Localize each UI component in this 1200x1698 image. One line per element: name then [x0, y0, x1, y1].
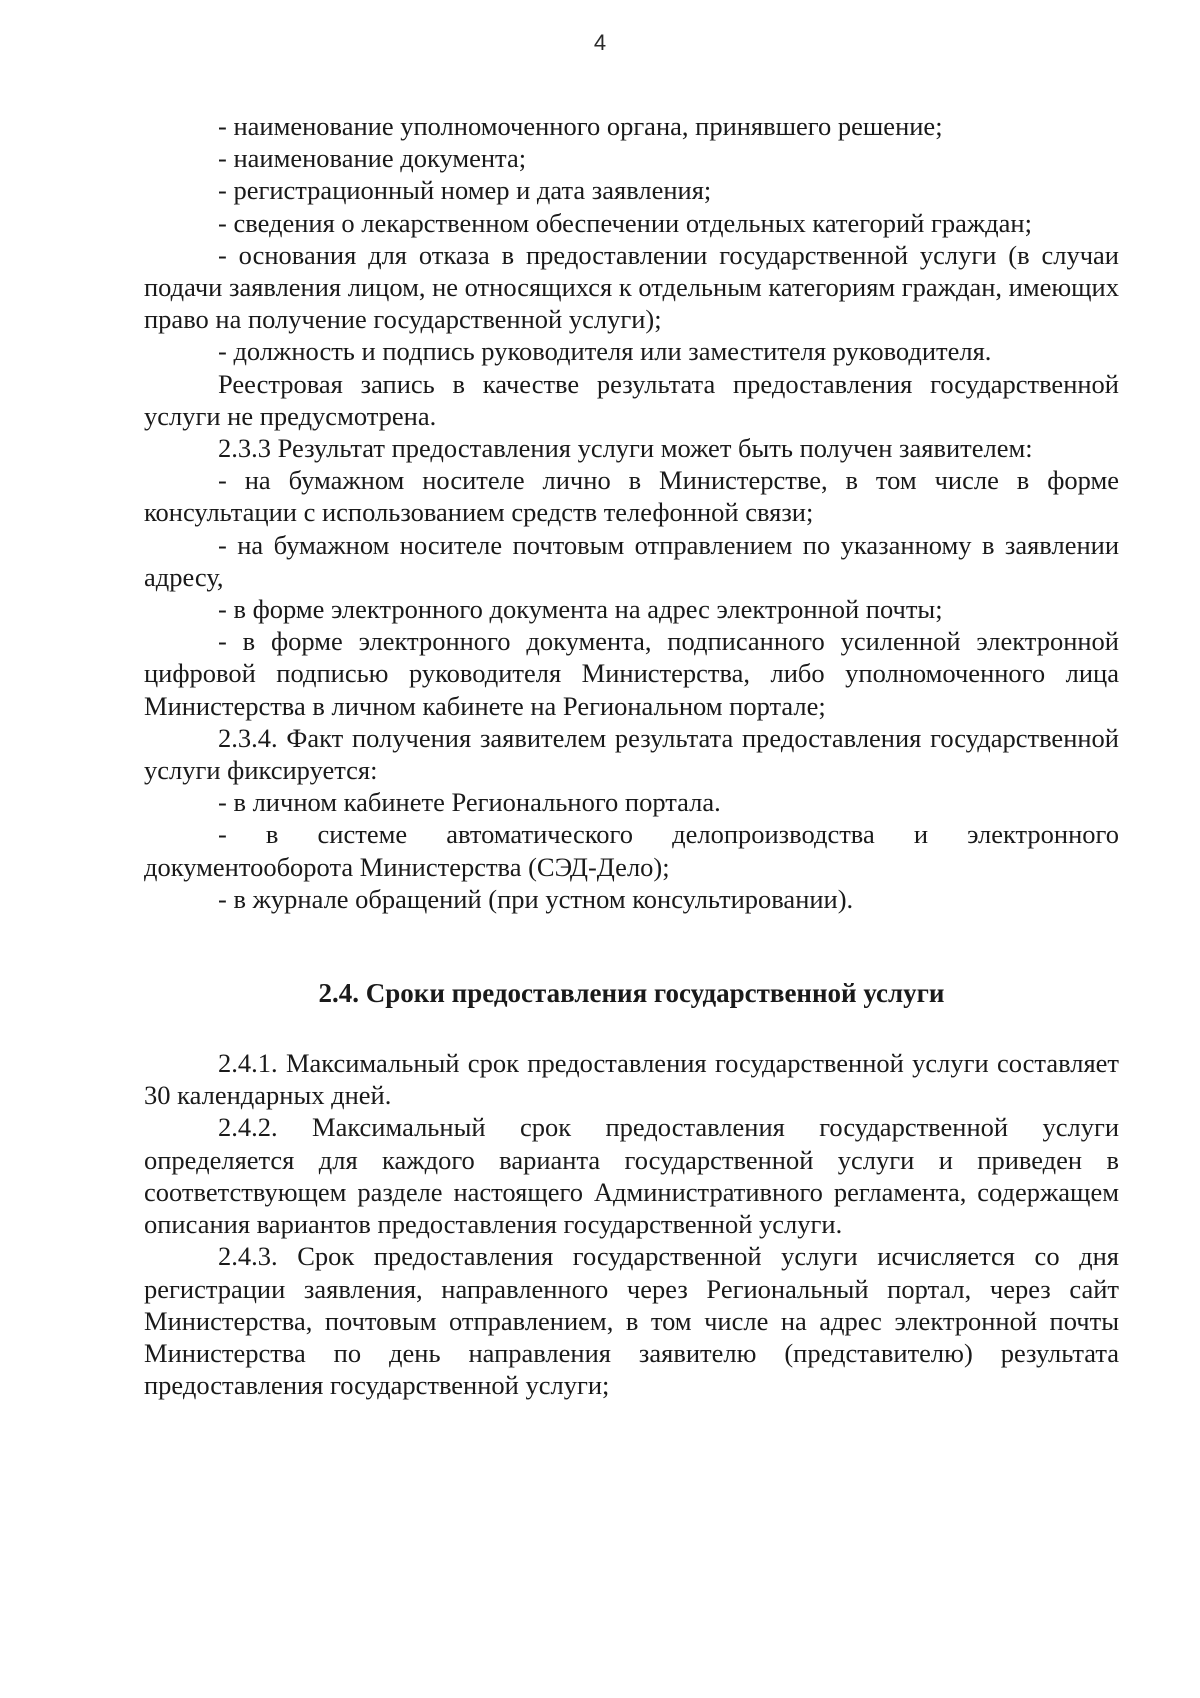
- page-number: 4: [593, 30, 607, 55]
- paragraph-2-3-4: 2.3.4. Факт получения заявителем результата предоставления государственной услуги фиксируется:: [144, 722, 1119, 786]
- list-item-appeals-journal: - в журнале обращений (при устном консультировании).: [218, 883, 854, 914]
- paragraph-2-4-1: 2.4.1. Максимальный срок предоставления государственной услуги составляет 30 календарных дней.: [144, 1048, 1119, 1111]
- list-item-signature: - должность и подпись руководителя или заместителя руководителя.: [218, 336, 992, 367]
- list-item-paper-in-person: - на бумажном носителе лично в Министерстве, в том числе в форме консультации с использованием средств телефонной связи;: [144, 465, 1119, 528]
- paragraph-2-4-3: 2.4.3. Срок предоставления государственной услуги исчисляется со дня регистрации заявления, направленного через Региональный портал, через сайт Министерства, почтовым отправлением, в том числе на адрес электронной почты Министерства по день направления заявителю (представителю) результата предоставления государственной услуги;: [144, 1241, 1119, 1401]
- list-item-paper-by-mail: - на бумажном носителе почтовым отправлением по указанному в заявлении адресу,: [144, 529, 1119, 592]
- list-item-email: - в форме электронного документа на адрес электронной почты;: [218, 594, 943, 625]
- list-item-personal-cabinet: - в личном кабинете Регионального портала.: [218, 787, 721, 818]
- list-item-sed-delo: - в системе автоматического делопроизводства и электронного документооборота Министерства (СЭД-Дело);: [144, 819, 1119, 882]
- document-body: [144, 110, 1119, 1401]
- list-item-document-name: - наименование документа;: [218, 143, 527, 174]
- paragraph-registry-entry: Реестровая запись в качестве результата предоставления государственной услуги не предусмотрена.: [144, 368, 1119, 431]
- paragraph-2-4-2: 2.4.2. Максимальный срок предоставления государственной услуги определяется для каждого варианта государственной услуги и приведен в соответствующем разделе настоящего Административного регламента, содержащем описания вариантов предоставления государственной услуги.: [144, 1112, 1119, 1240]
- list-item-registration-number: - регистрационный номер и дата заявления;: [218, 175, 712, 206]
- list-item-electronic-signature: - в форме электронного документа, подписанного усиленной электронной цифровой подписью руководителя Министерства, либо уполномоченного лица Министерства в личном кабинете на Региональном портале;: [144, 626, 1119, 721]
- section-heading: 2.4. Сроки предоставления государственной услуги: [318, 978, 945, 1009]
- list-item-refusal-grounds: - основания для отказа в предоставлении государственной услуги (в случаи подачи заявления лицом, не относящихся к отдельным категориям граждан, имеющих право на получение государственной услуги);: [144, 239, 1119, 335]
- paragraph-2-3-3: 2.3.3 Результат предоставления услуги может быть получен заявителем:: [218, 433, 1033, 464]
- list-item-authority-name: - наименование уполномоченного органа, принявшего решение;: [218, 111, 943, 141]
- list-item-drug-provision: - сведения о лекарственном обеспечении отдельных категорий граждан;: [218, 207, 1032, 238]
